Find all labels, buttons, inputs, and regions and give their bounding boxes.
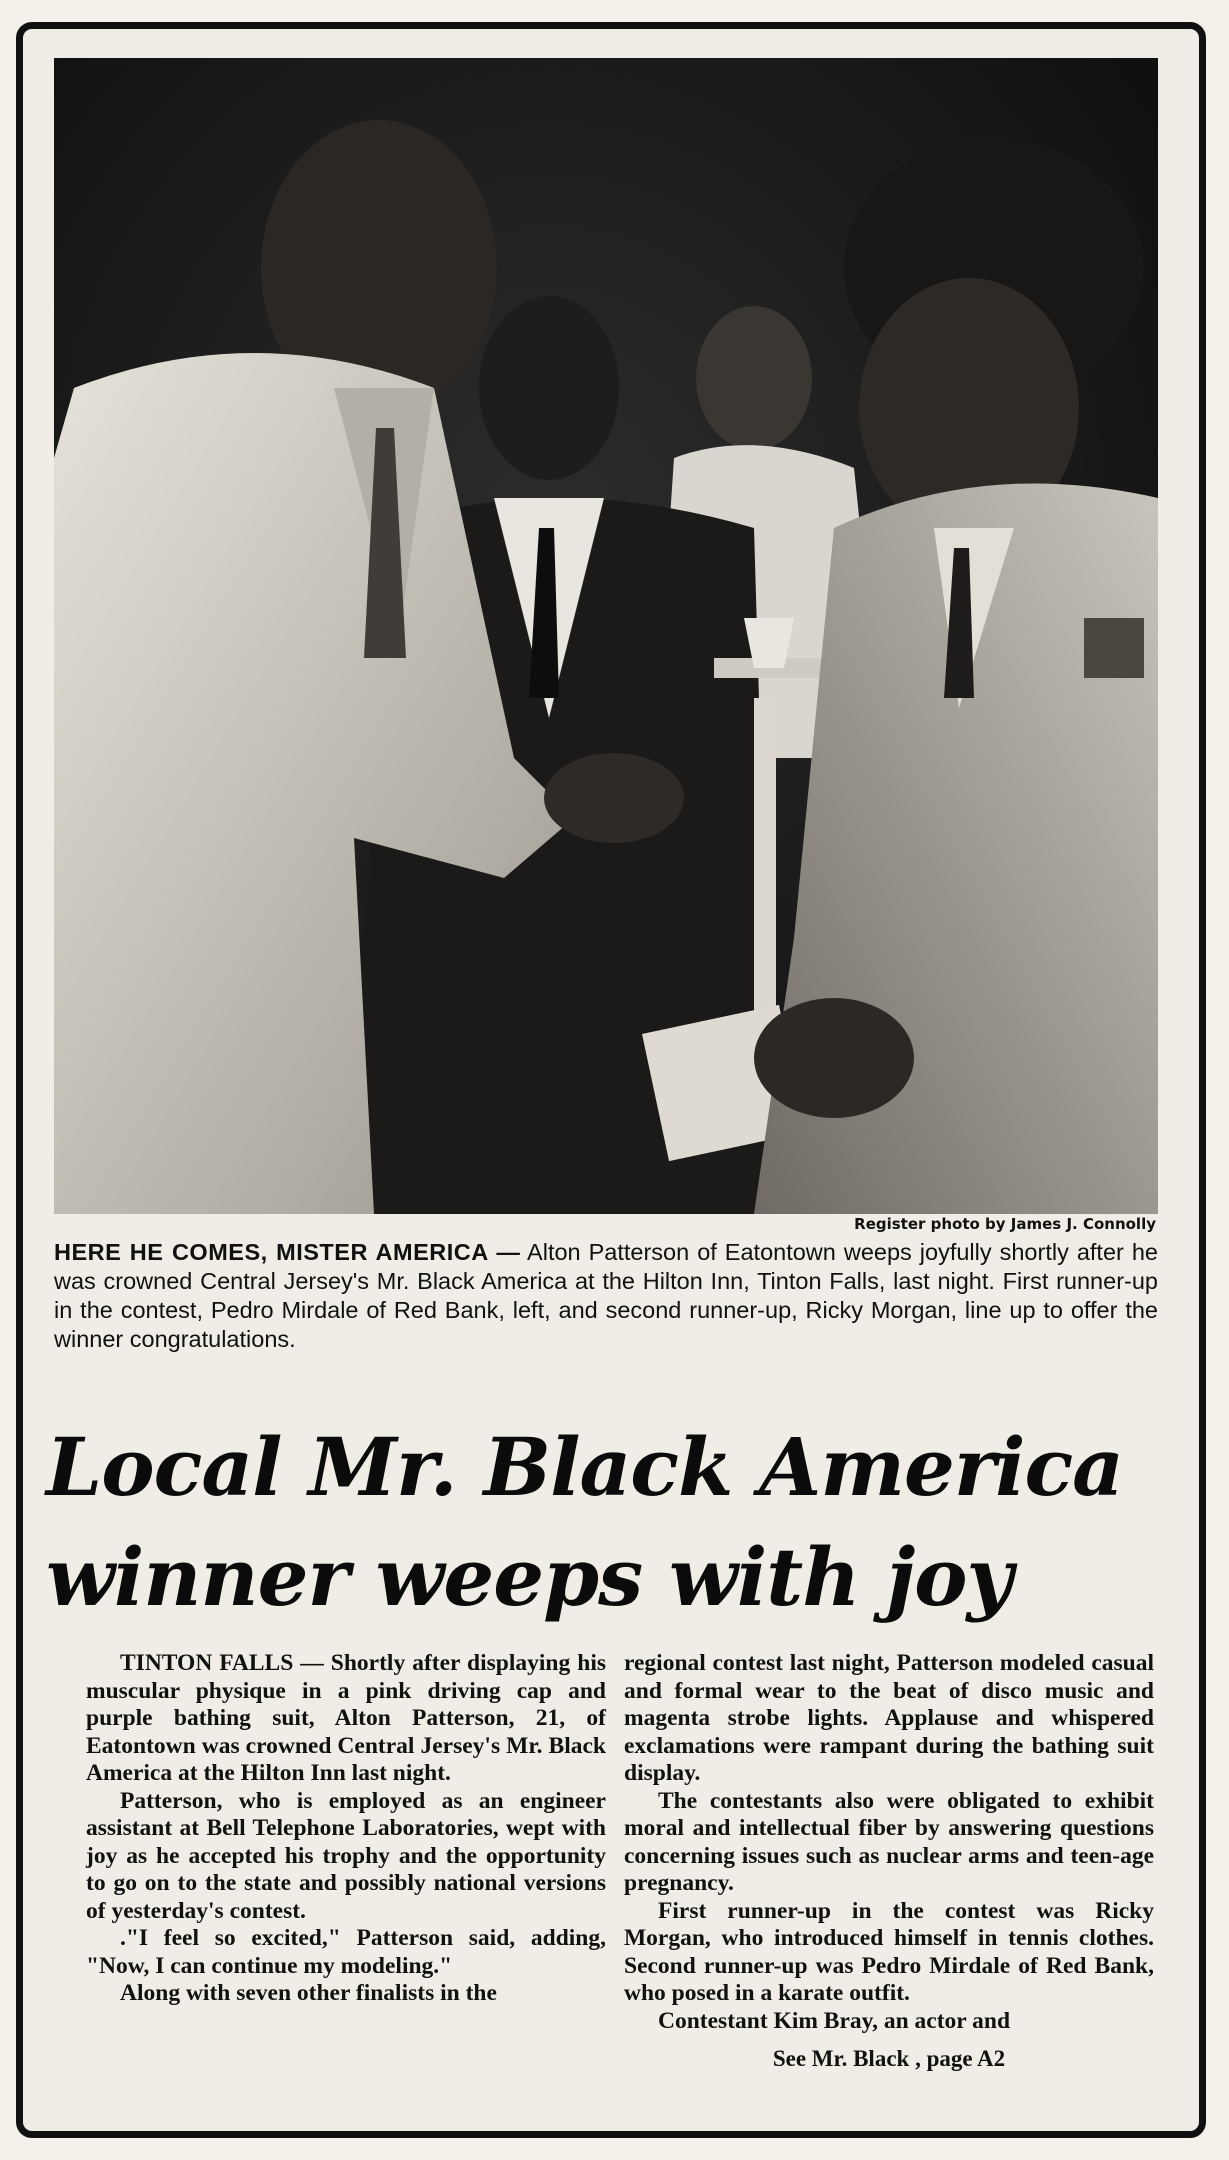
headline-line-1: Local Mr. Black America: [46, 1420, 1123, 1514]
caption-lead: HERE HE COMES, MISTER AMERICA —: [54, 1239, 521, 1265]
paragraph: First runner-up in the contest was Ricky Morgan, who introduced himself in tennis clothes. Second runner-up was Pedro Mirdale of Red Bank, who posed in a karate outfit.: [624, 1897, 1154, 2006]
article-column-left: [86, 1650, 606, 2008]
photo-caption: [54, 1238, 1158, 1354]
article-body: [56, 1650, 1160, 2080]
news-photo: [54, 58, 1158, 1214]
caption-text: Alton Patterson of Eatontown weeps joyfully shortly after he was crowned Central Jersey's Mr. Black America at the Hilton Inn, Tinton Falls, last night. First runner-up in the contest, Pedro Mirdale of Red Bank, left, and second runner-up, Ricky Morgan, line up to offer the winner congratulations.: [54, 1239, 1158, 1352]
paragraph: regional contest last night, Patterson modeled casual and formal wear to the beat of disco music and magenta strobe lights. Applause and whispered exclamations were rampant during the bathing suit display.: [624, 1650, 1154, 1786]
paragraph: Along with seven other finalists in the: [120, 1980, 497, 2006]
paragraph: Contestant Kim Bray, an actor and: [658, 2007, 1011, 2034]
headline-line-2: winner weeps with joy: [46, 1530, 1012, 1624]
photo-scene-icon: [54, 58, 1158, 1214]
paragraph: ."I feel so excited," Patterson said, adding, "Now, I can continue my modeling.": [86, 1925, 606, 1979]
paragraph: TINTON FALLS — Shortly after displaying his muscular physique in a pink driving cap and purple bathing suit, Alton Patterson, 21, of Eatontown was crowned Central Jersey's Mr. Black America at the Hilton Inn last night.: [86, 1650, 606, 1786]
paragraph: The contestants also were obligated to exhibit moral and intellectual fiber by answering questions concerning issues such as nuclear arms and teen-age pregnancy.: [624, 1787, 1154, 1896]
paragraph: Patterson, who is employed as an engineer assistant at Bell Telephone Laboratories, wept with joy as he accepted his trophy and the opportunity to go on to the state and possibly national versions of yesterday's contest.: [86, 1787, 606, 1924]
headline: [46, 1412, 1166, 1632]
photo-credit: Register photo by James J. Connolly: [854, 1215, 1156, 1233]
continuation-jump: See Mr. Black , page A2: [772, 2046, 1006, 2071]
article-column-right: [624, 1650, 1154, 2073]
